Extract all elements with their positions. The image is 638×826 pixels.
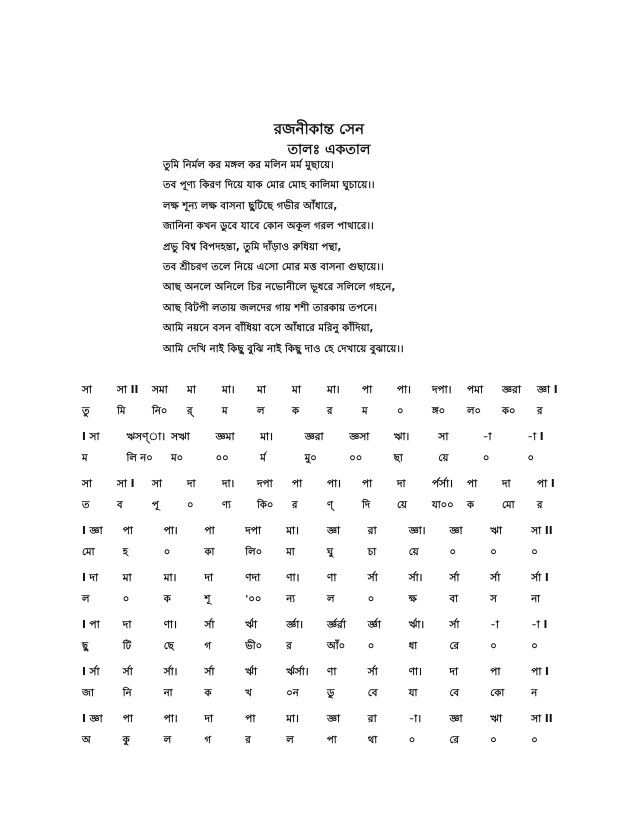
bol-syllable: ০০ <box>215 453 229 464</box>
bol-syllable: র <box>286 641 292 652</box>
swara-note: পা। <box>163 525 178 537</box>
bol-syllable: খ <box>245 688 252 699</box>
lyric-line: আছ বিটপী লতায় জলদের গায় শশী তারকায় তপনে। <box>163 302 378 314</box>
swara-note: পা <box>122 713 133 725</box>
bol-syllable: বে <box>367 688 378 699</box>
bol-syllable: লি ন০ <box>126 453 153 464</box>
swara-note: পা <box>245 713 256 725</box>
bol-syllable: তু <box>82 406 90 417</box>
bol-syllable: মো <box>502 500 515 511</box>
bol-syllable: ল <box>163 735 172 746</box>
notation-system <box>82 524 572 571</box>
bol-syllable: ০ <box>490 547 497 558</box>
swara-note: পা। <box>163 713 178 725</box>
swara-note: র্সা <box>204 666 215 678</box>
swara-note: ঋসণ্‌া। <box>126 431 166 443</box>
swara-note: সা <box>82 478 92 490</box>
bol-syllable: ০ <box>531 641 538 652</box>
swara-note: মা <box>187 384 196 396</box>
tal-label: তালঃ একতাল <box>287 142 371 158</box>
swara-note: জ্ঞা <box>449 525 463 537</box>
bol-syllable: স <box>490 594 497 605</box>
swara-note: র্সা <box>367 666 378 678</box>
swara-note: সমা <box>152 384 168 396</box>
notation-system <box>82 665 572 712</box>
bol-syllable: ঙ্গ০ <box>432 406 446 417</box>
bol-syllable: ল০ <box>467 406 481 417</box>
swara-note: মা। <box>163 572 177 584</box>
swara-note: রা <box>367 525 377 537</box>
swara-note: র্সা। <box>408 572 423 584</box>
bol-syllable: পূ <box>152 500 159 511</box>
swara-note: জ্ঞরা <box>502 384 521 396</box>
bol-syllable: য়ে <box>438 453 449 464</box>
swara-note: র্সা <box>367 572 378 584</box>
swara-note: সা II <box>531 525 553 537</box>
swara-note: র্সা <box>449 619 460 631</box>
bol-syllable: হ <box>122 547 129 558</box>
bol-syllable: '০০ <box>245 594 262 605</box>
bol-syllable: চা <box>367 547 377 558</box>
swara-note: ঋা <box>490 525 503 537</box>
swara-note: জ্ঞসা <box>349 431 370 443</box>
lyric-line: তব শ্রীচরণ তলে নিয়ে এসো মোর মত্ত বাসনা গুছায়ে।। <box>163 262 384 274</box>
bol-syllable: ০ <box>163 547 171 558</box>
swara-note: -া। <box>408 713 422 725</box>
swara-note: দা <box>122 619 132 631</box>
swara-note: র্সা <box>449 572 460 584</box>
swara-note: ণা। <box>408 666 422 678</box>
swara-row <box>82 712 572 733</box>
bol-syllable: ণ্য <box>222 500 231 511</box>
swara-note: -া I <box>527 431 544 443</box>
bol-syllable: ০ <box>482 453 490 464</box>
swara-row <box>82 618 572 639</box>
swara-note: র্ঋা <box>245 666 258 678</box>
swara-note: ণদা <box>245 572 261 584</box>
swara-note: মা <box>257 384 266 396</box>
bol-syllable: না <box>163 688 173 699</box>
bol-syllable: রে <box>449 641 460 652</box>
swara-note: পা। <box>397 384 411 396</box>
notation-system <box>82 430 572 477</box>
swara-note: জ্ঞা <box>327 525 341 537</box>
bol-syllable: র <box>327 406 333 417</box>
swara-note: পা <box>467 478 478 490</box>
bol-syllable: ০ <box>527 453 535 464</box>
swara-note: মা <box>292 384 301 396</box>
bol-syllable: ল <box>257 406 265 417</box>
bol-syllable: ন্য <box>286 594 296 605</box>
bol-syllable: ০ <box>531 735 538 746</box>
swara-note: পমা <box>467 384 484 396</box>
bol-row <box>82 404 572 425</box>
swara-note: রা <box>367 713 377 725</box>
lyric-line: আমি নয়নে বসন বাঁধিয়া বসে আঁধারে মরিনু কাঁদিয়া, <box>163 323 374 335</box>
lyric-line: জানিনা কখন ডুবে যাবে কোন অকূল গরল পাথারে।। <box>163 221 374 233</box>
bol-syllable: ছা <box>393 453 403 464</box>
swara-note: I র্সা <box>82 666 100 678</box>
bol-syllable: ০ <box>397 406 404 417</box>
bol-syllable: মা <box>286 547 295 558</box>
bol-syllable: কা <box>204 547 215 558</box>
bol-syllable: মো <box>82 547 95 558</box>
swara-note: ণা। <box>163 619 177 631</box>
swara-note: সা II <box>531 713 553 725</box>
swara-note: র্জ্ঞা। <box>286 619 304 631</box>
bol-syllable: র্ <box>187 406 193 417</box>
bol-syllable: ০ <box>449 547 457 558</box>
swara-note: জ্ঞা। <box>408 525 426 537</box>
bol-syllable: ল <box>286 735 294 746</box>
swara-note: দপা <box>257 478 273 490</box>
bol-syllable: ০ <box>531 547 538 558</box>
bol-syllable: আঁ০ <box>327 641 346 652</box>
swara-note: পা I <box>537 478 555 490</box>
swara-note: মা। <box>286 525 299 537</box>
swara-note: দপা <box>245 525 261 537</box>
swara-row <box>82 571 572 592</box>
swara-note: সা <box>152 478 162 490</box>
bol-syllable: ণ্ <box>327 500 334 511</box>
bol-syllable: গ <box>204 641 212 652</box>
swara-row <box>82 665 572 686</box>
bol-syllable: কু <box>122 735 130 746</box>
bol-syllable: ধা <box>408 641 418 652</box>
bol-syllable: নি০ <box>152 406 168 417</box>
bol-row <box>82 592 572 613</box>
swara-note: দা <box>502 478 511 490</box>
bol-syllable: ভী০ <box>245 641 263 652</box>
swara-note: পা <box>204 525 215 537</box>
swara-note: দা <box>449 666 459 678</box>
bol-syllable: ক <box>163 594 171 605</box>
bol-syllable: ক <box>467 500 474 511</box>
bol-syllable: ল <box>327 594 335 605</box>
bol-syllable: কি০ <box>257 500 274 511</box>
swara-note: দা <box>204 572 214 584</box>
swara-note: I পা <box>82 619 100 631</box>
notation-system <box>82 571 572 618</box>
bol-syllable: দি <box>362 500 371 511</box>
swara-note: দা <box>397 478 406 490</box>
bol-syllable: যা <box>408 688 418 699</box>
swara-note: -া I <box>531 619 548 631</box>
swara-note: র্ঋা <box>245 619 258 631</box>
swara-note: মা। <box>327 384 340 396</box>
bol-syllable: নি <box>122 688 132 699</box>
swara-note: র্জ্ঞা <box>367 619 381 631</box>
swara-note: সঋা <box>171 431 190 443</box>
bol-syllable: ০ <box>408 735 416 746</box>
bol-syllable: ছে <box>163 641 174 652</box>
swara-row <box>82 524 572 545</box>
lyric-line: আছ অনলে অনিলে চির নভোনীলে ভূধরে সলিলে গহনে, <box>163 282 396 294</box>
swara-note: সা <box>438 431 449 443</box>
bol-syllable: বা <box>449 594 458 605</box>
lyric-line: তব পূণ্য কিরণ দিয়ে যাক মোর মোহ কালিমা ঘুচায়ে।। <box>163 180 375 192</box>
notation-system <box>82 477 572 524</box>
swara-note: পা <box>292 478 303 490</box>
swara-note: ঋা <box>490 713 503 725</box>
swara-note: জ্ঞমা <box>215 431 235 443</box>
bol-syllable: র <box>537 406 543 417</box>
bol-row <box>82 639 572 660</box>
swara-note: পা <box>490 666 501 678</box>
swara-note: র্সা। <box>163 666 178 678</box>
bol-syllable: ক্ষ <box>408 594 417 605</box>
notation-system <box>82 383 572 430</box>
swara-note: সা <box>82 384 92 396</box>
bol-syllable: কো <box>490 688 505 699</box>
swara-row <box>82 430 572 451</box>
swara-note: পা <box>362 384 373 396</box>
swara-note: জ্ঞা <box>327 713 341 725</box>
swara-note: জ্ঞা <box>449 713 463 725</box>
bol-syllable: টি <box>122 641 132 652</box>
lyric-line: প্রভু বিশ্ব বিপদহন্তা, তুমি দাঁড়াও রুধিয়া পন্থা, <box>163 241 342 253</box>
bol-syllable: ০ <box>122 594 130 605</box>
bol-syllable: লি০ <box>245 547 263 558</box>
lyrics-block <box>163 156 493 360</box>
bol-syllable: ডু <box>327 688 335 699</box>
bol-row <box>82 733 572 754</box>
swara-row <box>82 477 572 498</box>
swara-note: ণা <box>327 666 337 678</box>
bol-syllable: র <box>537 500 543 511</box>
swara-note: র্সা <box>490 572 501 584</box>
bol-syllable: মি <box>117 406 126 417</box>
swara-note: দা <box>187 478 196 490</box>
bol-syllable: ক০ <box>502 406 516 417</box>
swara-note: -া <box>482 431 492 443</box>
swara-note: পা <box>122 525 133 537</box>
bol-syllable: জা <box>82 688 94 699</box>
lyric-line: তুমি নির্মল কর মঙ্গল কর মলিন মর্ম মুছায়ে। <box>163 160 334 171</box>
bol-syllable: থা <box>367 735 378 746</box>
bol-row <box>82 545 572 566</box>
bol-syllable: পা <box>327 735 337 746</box>
bol-syllable: ঘু <box>327 547 334 558</box>
swara-note: I জ্ঞা <box>82 525 103 537</box>
swara-note: I সা <box>82 431 100 443</box>
swara-note: জ্ঞরা <box>304 431 324 443</box>
swara-note: দপা। <box>432 384 452 396</box>
swara-note: র্ঋর্সা। <box>286 666 309 678</box>
swara-note: মা। <box>222 384 235 396</box>
swara-note: I জ্ঞা <box>82 713 103 725</box>
bol-syllable: ল <box>82 594 90 605</box>
bol-syllable: ০০ <box>349 453 363 464</box>
swara-note: I দা <box>82 572 99 584</box>
swara-note: র্সা <box>122 666 133 678</box>
swara-note: পা <box>362 478 373 490</box>
swara-note: দা। <box>222 478 235 490</box>
lyric-line: লক্ষ শূন্য লক্ষ বাসনা ছুটিছে গভীর আঁধারে, <box>163 200 338 212</box>
bol-syllable: না <box>531 594 541 605</box>
swara-note: -া <box>490 619 499 631</box>
swara-note: মা। <box>260 431 273 443</box>
bol-syllable: র <box>245 735 251 746</box>
bol-row <box>82 451 572 472</box>
swaralipi-notation <box>82 383 572 759</box>
bol-syllable: ম০ <box>171 453 184 464</box>
swara-note: মা। <box>286 713 299 725</box>
song-author: রজনীকান্ত সেন <box>273 120 365 138</box>
bol-syllable: র্ম <box>260 453 266 464</box>
bol-syllable: ০ <box>490 641 497 652</box>
bol-syllable: ০ <box>367 641 375 652</box>
bol-syllable: ক <box>204 688 212 699</box>
bol-syllable: র <box>292 500 298 511</box>
bol-syllable: ম <box>82 453 88 464</box>
swara-note: ণা। <box>286 572 300 584</box>
bol-syllable: ম <box>362 406 368 417</box>
bol-syllable: ০ <box>187 500 194 511</box>
bol-syllable: য়ে <box>408 547 419 558</box>
swara-note: পা I <box>531 666 549 678</box>
swara-row <box>82 383 572 404</box>
swara-note: র্পর্সা। <box>432 478 453 490</box>
swara-note: পা। <box>327 478 341 490</box>
notation-system <box>82 712 572 759</box>
lyric-line: আমি দেখি নাই কিছু বুঝি নাই কিছু দাও হে দেখায়ে বুঝায়ে।। <box>163 343 404 355</box>
bol-syllable: বে <box>449 688 460 699</box>
swara-note: সা I <box>117 478 135 490</box>
bol-syllable: ব <box>117 500 123 511</box>
bol-syllable: ০ <box>367 594 375 605</box>
bol-syllable: ত <box>82 500 90 511</box>
swara-note: ঋা। <box>393 431 410 443</box>
bol-syllable: ম <box>222 406 228 417</box>
bol-syllable: মু০ <box>304 453 317 464</box>
swara-note: দা <box>204 713 214 725</box>
swara-note: র্ঋা। <box>408 619 425 631</box>
notation-system <box>82 618 572 665</box>
swara-note: মা <box>122 572 132 584</box>
bol-syllable: ছু <box>82 641 89 652</box>
bol-syllable: ন <box>531 688 538 699</box>
bol-row <box>82 686 572 707</box>
bol-syllable: শূ <box>204 594 211 605</box>
swara-note: ণা <box>327 572 337 584</box>
bol-syllable: ০ <box>490 735 497 746</box>
swara-note: জ্ঞা I <box>537 384 558 396</box>
swara-note: সা II <box>117 384 139 396</box>
bol-syllable: রে <box>449 735 460 746</box>
swara-note: র্সা I <box>531 572 549 584</box>
swara-note: র্জ্ঞর্রা <box>327 619 346 631</box>
bol-syllable: গ <box>204 735 212 746</box>
bol-row <box>82 498 572 519</box>
bol-syllable: যা০০ <box>432 500 454 511</box>
bol-syllable: ক <box>292 406 299 417</box>
bol-syllable: ০ন <box>286 688 299 699</box>
bol-syllable: য়ে <box>397 500 407 511</box>
bol-syllable: অ <box>82 735 91 746</box>
swara-note: র্সা <box>204 619 215 631</box>
